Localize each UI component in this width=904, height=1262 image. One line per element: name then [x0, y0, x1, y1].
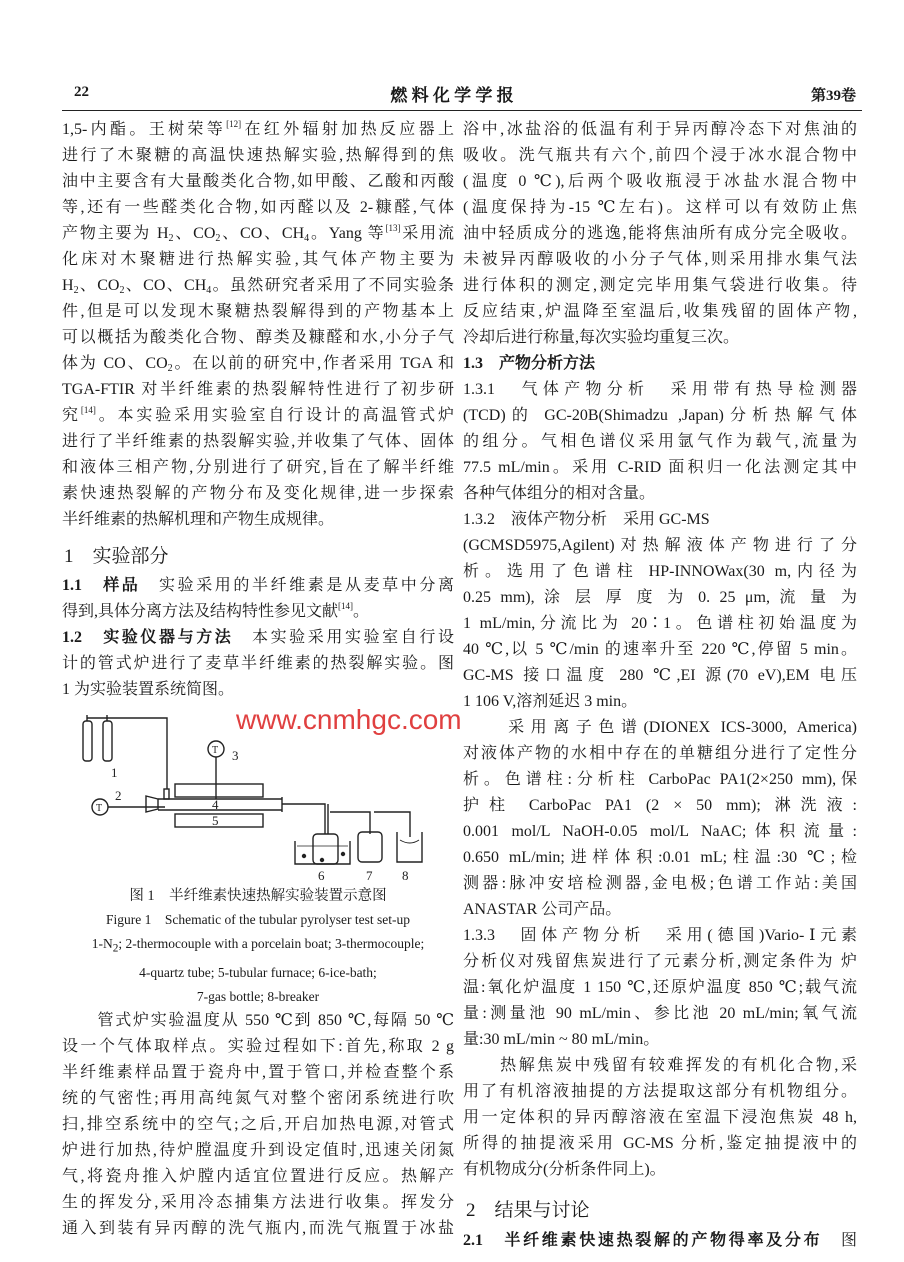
left-methods-text — [62, 573, 454, 703]
text-run: 采用流 — [400, 225, 454, 242]
text-line — [463, 273, 857, 299]
text-line — [463, 611, 857, 637]
text-line — [463, 247, 857, 273]
text-run: 、CO、CH — [220, 225, 305, 242]
subscript: 2 — [215, 233, 221, 244]
text-run: 。虽然研究者采用了不同实验条 — [211, 277, 454, 294]
text-run: 。 — [353, 603, 370, 620]
text-run: 7-gas bottle; 8-breaker — [196, 988, 320, 1004]
text-run: 管式炉实验温度从 550 ℃到 850 ℃,每隔 50 ℃ — [62, 1012, 454, 1029]
svg-text:T: T — [212, 745, 219, 756]
label-2: 2 — [115, 788, 122, 803]
text-line — [463, 195, 857, 221]
text-line — [463, 1027, 857, 1053]
text-run: 统的气密性;再用高纯氮气对整个密闭系统进行吹 — [62, 1090, 454, 1107]
text-line — [463, 221, 857, 247]
label-4: 4 — [212, 797, 219, 812]
text-line — [62, 625, 454, 651]
right-column-text — [463, 117, 857, 1183]
text-run: 。Yang 等 — [309, 225, 386, 242]
text-line — [463, 689, 857, 715]
text-line — [62, 429, 454, 455]
text-run: 析。色谱柱:分析柱 CarboPac PA1(2×250 mm),保 — [463, 771, 857, 788]
text-run: 浴中,冰盐浴的低温有利于异丙醇冷态下对焦油的 — [463, 121, 857, 138]
citation-ref: [12] — [226, 119, 242, 129]
text-line — [463, 793, 857, 819]
label-7: 7 — [366, 868, 373, 883]
text-line — [463, 1079, 857, 1105]
subsection-heading: 1.2 实验仪器与方法 — [62, 629, 234, 646]
text-line — [62, 299, 454, 325]
label-8: 8 — [402, 868, 409, 883]
text-line — [62, 221, 454, 247]
text-run: 温:氧化炉温度 1 150 ℃,还原炉温度 850 ℃;载气流 — [463, 979, 857, 996]
text-run: 测器:脉冲安培检测器,金电极;色谱工作站:美国 — [463, 875, 857, 892]
subscript: 2 — [73, 285, 79, 296]
text-run: 0.25 mm), 涂 层 厚 度 为 0. 25 μm, 流 量 为 — [463, 589, 857, 606]
figure-legend — [40, 932, 476, 1009]
text-run: 冷却后进行称量,每次实验均重复三次。 — [463, 329, 740, 346]
subsection-heading: 1.1 样品 — [62, 577, 141, 594]
text-run: 对液体产物的水相中存在的单糖组分进行了定性分 — [463, 745, 857, 762]
text-line — [463, 663, 857, 689]
subscript: 4 — [304, 233, 310, 244]
text-run: 热解焦炭中残留有较难挥发的有机化合物,采 — [463, 1057, 857, 1074]
text-run: 油中主要含有大量酸类化合物,如甲酸、乙酸和丙酸 — [62, 173, 454, 190]
section-heading-results: 2 结果与讨论 — [466, 1200, 590, 1221]
header-rule — [62, 110, 862, 111]
nitrogen-cylinders-icon — [83, 715, 167, 789]
text-run: 半纤维素样品置于瓷舟中,置于管口,并检查整个系 — [62, 1064, 454, 1081]
text-run: 。在以前的研究中,作者采用 TGA 和 — [172, 355, 454, 372]
text-run: 设一个气体取样点。实验过程如下:首先,称取 2 g — [62, 1038, 454, 1055]
text-run: 通入到装有异丙醇的洗气瓶内,而洗气瓶置于冰盐 — [62, 1220, 454, 1237]
text-line — [463, 429, 857, 455]
left-intro-text — [62, 117, 454, 533]
text-run: 量:测量池 90 mL/min、参比池 20 mL/min;氧气流 — [463, 1005, 857, 1022]
subscript: 2 — [168, 233, 174, 244]
citation-ref: [14] — [338, 601, 354, 611]
thermocouple-3-icon — [208, 741, 224, 799]
text-run: 1 mL/min,分流比为 20∶1。色谱柱初始温度为 — [463, 615, 857, 632]
text-run: 1 为实验装置系统简图。 — [62, 681, 235, 698]
text-run: ; 2-thermocouple with a porcelain boat; 3-thermocouple; — [118, 936, 425, 951]
text-line — [62, 351, 454, 377]
figure-caption-en: Figure 1 Schematic of the tubular pyrolyser test set-up — [105, 912, 411, 927]
text-run: 1-N — [91, 936, 113, 951]
text-line — [463, 533, 857, 559]
text-run: 进行体积的测定,测定完毕用集气袋进行收集。待 — [463, 277, 857, 294]
text-run: 等,还有一些醛类化合物,如丙醛以及 2-糠醛,气体 — [62, 199, 454, 216]
text-run: 0.001 mol/L NaOH-0.05 mol/L NaAC;体积流量: — [463, 823, 857, 840]
text-run: 本实验采用实验室自行设 — [233, 629, 454, 646]
text-line — [463, 585, 857, 611]
outlet-pipe — [282, 804, 325, 834]
text-line — [62, 1190, 454, 1216]
text-run: 分析仪对残留焦炭进行了元素分析,测定条件为 炉 — [463, 953, 857, 970]
text-line — [463, 897, 857, 923]
text-line — [463, 975, 857, 1001]
text-run: 1.3.3 固体产物分析 采用(德国)Vario-Ⅰ元素 — [463, 927, 857, 944]
text-line — [463, 1053, 857, 1079]
text-line — [62, 573, 454, 599]
text-line — [463, 715, 857, 741]
text-run: 用了有机溶液抽提的方法提取这部分有机物组分。 — [463, 1083, 857, 1100]
text-run: 用一定体积的异丙醇溶液在室温下浸泡焦炭 48 h, — [463, 1109, 857, 1126]
text-run: 图 — [822, 1232, 857, 1249]
text-line — [463, 845, 857, 871]
text-run: 4-quartz tube; 5-tubular furnace; 6-ice-bath; — [139, 964, 377, 980]
text-run: 1,5-内酯。王树荣等 — [62, 121, 227, 138]
text-line — [62, 325, 454, 351]
text-run: 得到,具体分离方法及结构特性参见文献 — [62, 603, 339, 620]
subscript: 2 — [167, 363, 173, 374]
ice-bath-bottle-icon — [295, 834, 350, 864]
text-run: 反应结束,炉温降至室温后,收集残留的固体产物, — [463, 303, 857, 320]
text-run: 素快速热裂解的产物分布及变化规律,进一步探索 — [62, 485, 454, 502]
journal-title: 燃 料 化 学 学 报 — [390, 86, 514, 105]
furnace-upper — [175, 784, 263, 797]
text-run: 析。选用了色谱柱 HP-INNOWax(30 m,内径为 — [463, 563, 857, 580]
text-run: H — [62, 277, 74, 294]
text-line — [463, 559, 857, 585]
text-run: 77.5 mL/min。采用 C-RID 面积归一化法测定其中 — [463, 459, 857, 476]
section-heading-experimental: 1 实验部分 — [64, 546, 169, 567]
legend-line — [40, 961, 476, 985]
text-line — [463, 325, 857, 351]
subscript: 2 — [119, 285, 125, 296]
text-run: 体为 CO、CO — [62, 355, 168, 372]
text-line — [62, 273, 454, 299]
text-run: 计的管式炉进行了麦草半纤维素的热裂解实验。图 — [62, 655, 454, 672]
text-line — [463, 169, 857, 195]
svg-text:T: T — [96, 803, 103, 814]
text-line — [463, 1157, 857, 1183]
text-run: 有机物成分(分析条件同上)。 — [463, 1161, 666, 1178]
text-line — [463, 455, 857, 481]
text-run: 吸收。洗气瓶共有六个,前四个浸于冰水混合物中 — [463, 147, 857, 164]
text-run: 扫,排空系统中的空气;之后,开启加热电源,对管式 — [62, 1116, 454, 1133]
text-run: (TCD)的 GC-20B(Shimadzu ,Japan)分析热解气体 — [463, 407, 857, 424]
right-results-text — [463, 1228, 857, 1254]
text-line — [463, 351, 857, 377]
text-line — [62, 1034, 454, 1060]
text-line — [463, 507, 857, 533]
text-line — [62, 377, 454, 403]
text-line — [463, 741, 857, 767]
text-line — [62, 455, 454, 481]
text-line — [463, 767, 857, 793]
text-run: 化床对木聚糖进行热解实验,其气体产物主要为 — [62, 251, 454, 268]
text-line — [62, 651, 454, 677]
text-line — [62, 1086, 454, 1112]
volume-number: 第39卷 — [810, 88, 856, 104]
text-run: 、CO、CH — [124, 277, 207, 294]
text-line — [463, 1105, 857, 1131]
legend-line — [40, 932, 476, 961]
text-line — [463, 1131, 857, 1157]
text-line — [463, 871, 857, 897]
text-run: 40 ℃,以 5 ℃/min 的速率升至 220 ℃,停留 5 min。 — [463, 641, 857, 658]
text-line — [62, 599, 454, 625]
text-run: (GCMSD5975,Agilent)对热解液体产物进行了分 — [463, 537, 857, 554]
text-run: 的组分。气相色谱仪采用氩气作为载气,流量为 — [463, 433, 857, 450]
text-line — [463, 949, 857, 975]
label-6: 6 — [318, 868, 325, 883]
figure-caption-cn: 图 1 半纤维素快速热解实验装置示意图 — [129, 888, 387, 904]
subscript: 4 — [206, 285, 212, 296]
text-run: 未被异丙醇吸收的小分子气体,则采用排水集气法 — [463, 251, 857, 268]
figure-caption — [40, 884, 476, 1009]
text-line — [62, 195, 454, 221]
text-run: 进行了木聚糖的高温快速热解实验,热解得到的焦 — [62, 147, 454, 164]
text-run: 件,但是可以发现木聚糖热裂解得到的产物基本上 — [62, 303, 454, 320]
text-run: 护柱 CarboPac PA1 (2 × 50 mm); 淋洗液: — [463, 797, 857, 814]
text-run: 油中轻质成分的逃逸,能将焦油所有成分完全吸收。 — [463, 225, 857, 242]
text-run: 、CO — [78, 277, 120, 294]
text-run: 在红外辐射加热反应器上 — [241, 121, 454, 138]
text-run: ANASTAR 公司产品。 — [463, 901, 622, 918]
text-line — [62, 1112, 454, 1138]
left-procedure-text — [62, 1008, 454, 1242]
subsection-heading: 1.3 产物分析方法 — [463, 355, 596, 372]
text-line — [62, 1164, 454, 1190]
text-run: 采用离子色谱(DIONEX ICS-3000, America) — [463, 719, 857, 736]
text-run: 1.3.2 液体产物分析 采用 GC-MS — [463, 511, 710, 528]
text-run: 气,将瓷舟推入炉膛内适宜位置进行反应。热解产 — [62, 1168, 454, 1185]
text-run: 生的挥发分,采用冷态捕集方法进行收集。挥发分 — [62, 1194, 454, 1211]
gas-bottle-icon — [358, 832, 382, 862]
text-line — [62, 1138, 454, 1164]
text-line — [62, 1216, 454, 1242]
watermark: www.cnmhgc.com — [236, 704, 462, 735]
text-run: 实验采用的半纤维素是从麦草中分离 — [140, 577, 454, 594]
text-run: 0.650 mL/min;进样体积:0.01 mL;柱温:30 ℃;检 — [463, 849, 857, 866]
text-line — [463, 143, 857, 169]
text-run: 炉进行加热,待炉膛温度升到设定值时,迅速关闭氮 — [62, 1142, 454, 1159]
text-line — [463, 819, 857, 845]
subscript: 2 — [112, 942, 119, 955]
text-line — [463, 377, 857, 403]
label-1: 1 — [111, 765, 118, 780]
text-line — [62, 677, 454, 703]
text-line — [62, 143, 454, 169]
text-line — [62, 481, 454, 507]
citation-ref: [14] — [80, 405, 96, 415]
text-line — [463, 1001, 857, 1027]
text-run: (温度保持为-15 ℃左右)。这样可以有效防止焦 — [463, 199, 857, 216]
text-run: TGA-FTIR 对半纤维素的热裂解特性进行了初步研 — [62, 381, 454, 398]
text-line — [62, 403, 454, 429]
text-line — [62, 507, 454, 533]
text-line — [62, 169, 454, 195]
text-line — [62, 247, 454, 273]
text-line — [62, 1008, 454, 1034]
text-run: 产物主要为 H — [62, 225, 169, 242]
text-run: 和液体三相产物,分别进行了研究,旨在了解半纤维 — [62, 459, 454, 476]
furnace-lower — [175, 814, 263, 827]
subsection-heading: 2.1 半纤维素快速热裂解的产物得率及分布 — [463, 1232, 823, 1249]
page-number: 22 — [74, 84, 89, 100]
text-run: 、CO — [173, 225, 216, 242]
text-line — [463, 1228, 857, 1254]
text-line — [463, 403, 857, 429]
text-run: 1 106 V,溶剂延迟 3 min。 — [463, 693, 638, 710]
thermocouple-2-icon — [92, 799, 165, 815]
text-run: 进行了半纤维素的热裂解实验,并收集了气体、固体 — [62, 433, 454, 450]
label-5: 5 — [212, 813, 219, 828]
text-run: 可以概括为酸类化合物、醇类及糠醛和水,小分子气 — [62, 329, 454, 346]
text-run: 半纤维素的热解机理和产物生成规律。 — [62, 511, 335, 528]
text-run: (温度 0 ℃),后两个吸收瓶浸于冰盐水混合物中 — [463, 173, 857, 190]
text-line — [62, 117, 454, 143]
text-run: GC-MS 接口温度 280 ℃,EI 源(70 eV),EM 电压 — [463, 667, 857, 684]
text-line — [463, 923, 857, 949]
text-run: 究 — [62, 407, 81, 424]
text-line — [463, 117, 857, 143]
text-run: 1.3.1 气体产物分析 采用带有热导检测器 — [463, 381, 857, 398]
text-line — [463, 637, 857, 663]
legend-line — [40, 985, 476, 1009]
text-run: 各种气体组分的相对含量。 — [463, 485, 656, 502]
text-run: 。本实验采用实验室自行设计的高温管式炉 — [95, 407, 454, 424]
text-line — [62, 1060, 454, 1086]
label-3: 3 — [232, 748, 239, 763]
text-line — [463, 299, 857, 325]
text-run: 量:30 mL/min ~ 80 mL/min。 — [463, 1031, 660, 1048]
text-run: 所得的抽提液采用 GC-MS 分析,鉴定抽提液中的 — [463, 1135, 857, 1152]
text-line — [463, 481, 857, 507]
citation-ref: [13] — [385, 223, 401, 233]
